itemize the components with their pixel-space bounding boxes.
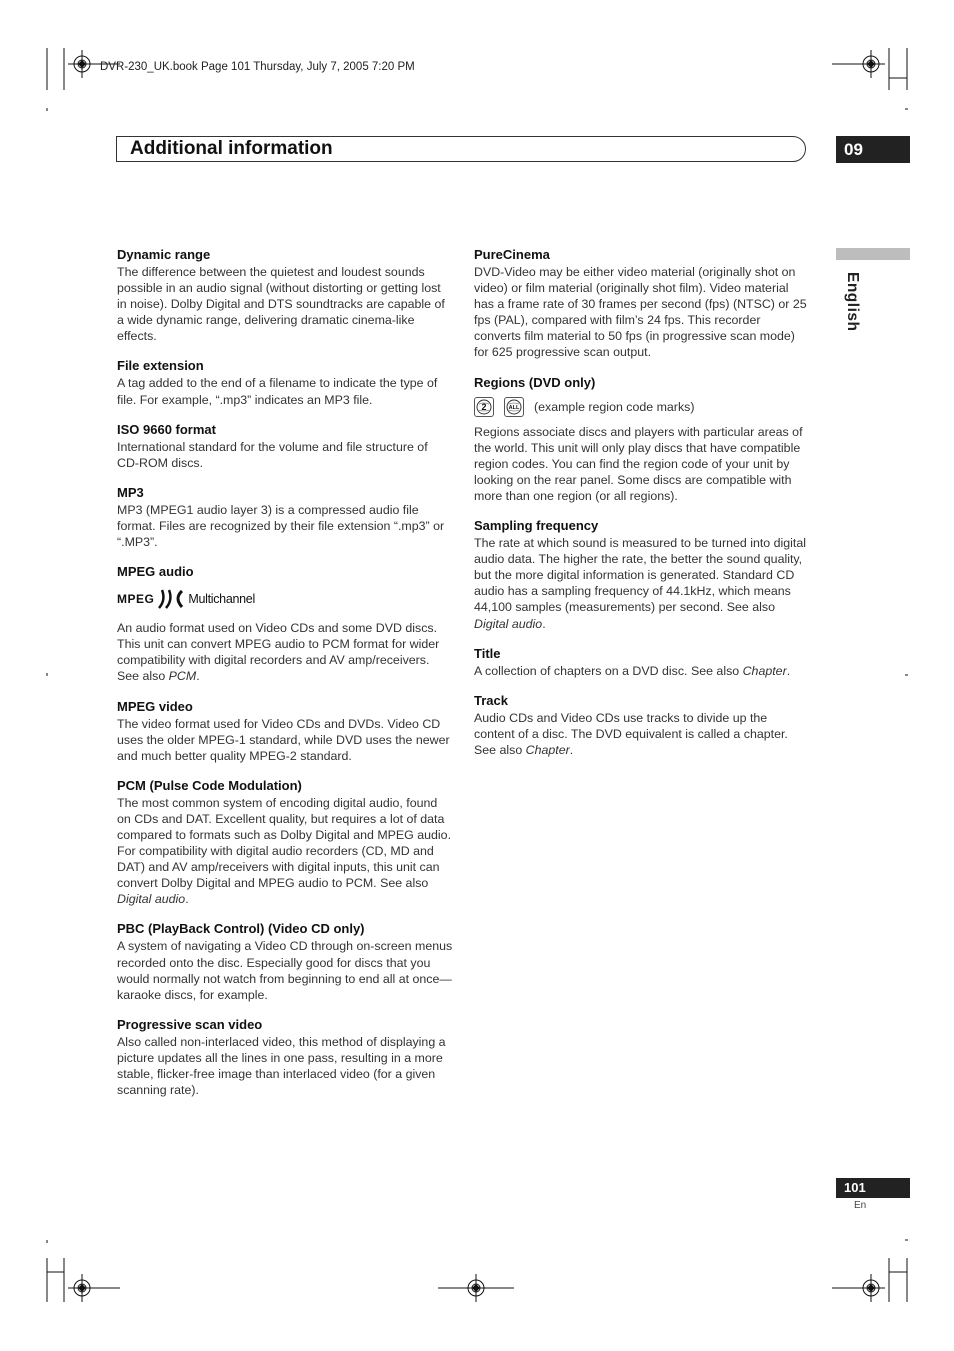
page-number: 101 xyxy=(836,1178,910,1198)
glossary-entry xyxy=(474,692,810,758)
glossary-term: Title xyxy=(474,645,501,661)
definition-text: Audio CDs and Video CDs use tracks to divide up the content of a disc. The DVD equivalent is called a chapter. See also xyxy=(474,710,788,757)
definition-text: An audio format used on Video CDs and some DVD discs. This unit can convert MPEG audio to PCM format for wider compatibility with digital recorders and AV amp/receivers. See also xyxy=(117,621,440,684)
glossary-definition xyxy=(474,710,810,758)
cross-reference: Digital audio xyxy=(117,892,186,907)
mpeg-wave-icon xyxy=(156,588,186,610)
language-label: English xyxy=(844,272,861,332)
region-mark-label: ALL xyxy=(508,404,520,411)
glossary-entry xyxy=(117,563,453,684)
glossary-entry xyxy=(117,777,453,908)
glossary-definition: The difference between the quietest and loudest sounds possible in an audio signal (without distorting or getting lost in noise). Dolby Digital and DTS soundtracks are capable of a wide dynamic range, delivering dramatic cinema-like effects. xyxy=(117,265,445,344)
glossary-term: ISO 9660 format xyxy=(117,421,216,437)
glossary-entry xyxy=(117,1016,453,1098)
definition-text: . xyxy=(196,669,200,684)
mpeg-multichannel-logo xyxy=(117,586,453,612)
glossary-entry xyxy=(474,645,810,679)
print-info: DVR-230_UK.book Page 101 Thursday, July 7, 2005 7:20 PM xyxy=(100,61,415,73)
glossary-definition: Regions associate discs and players with particular areas of the world. This unit will only play discs that have compatible region codes. You can find the region code of your unit by looking on the rear panel. Some discs are compatible with more than one region (or all regions). xyxy=(474,424,803,503)
glossary-term: File extension xyxy=(117,358,204,374)
chapter-number: 09 xyxy=(836,136,910,163)
definition-text: . xyxy=(786,663,791,678)
glossary-definition xyxy=(474,663,810,679)
glossary-entry xyxy=(117,357,453,407)
glossary-term: PCM (Pulse Code Modulation) xyxy=(117,777,302,793)
region-all-globe-icon xyxy=(504,397,524,417)
glossary-entry xyxy=(117,698,453,764)
glossary-definition: A tag added to the end of a filename to indicate the type of file. For example, “.mp3” indicates an MP3 file. xyxy=(117,376,438,407)
glossary-definition: Also called non-interlaced video, this method of displaying a picture updates all the lines in one pass, resulting in a more stable, flicker-free image than interlaced video (for a given scanning rate). xyxy=(117,1034,446,1098)
definition-text: . xyxy=(185,892,189,907)
glossary-definition: DVD-Video may be either video material (originally shot on video) or film material (originally shot film). Video material has a frame rate of 30 frames per second (fps) (NTSC) or 25 fps (PAL), compared with film’s 24 fps. This recorder converts film material to 50 fps (in progressive scan mode) for 625 progressive scan output. xyxy=(474,265,807,360)
cross-reference: PCM xyxy=(168,669,197,684)
multichannel-logo-text: Multichannel xyxy=(188,592,255,607)
glossary-term: Dynamic range xyxy=(117,247,211,262)
cross-reference: Digital audio xyxy=(474,616,543,631)
glossary-definition: MP3 (MPEG1 audio layer 3) is a compressed audio file format. Files are recognized by their file extension “.mp3” or “.MP3”. xyxy=(117,502,445,550)
glossary-definition: The video format used for Video CDs and DVDs. Video CD uses the older MPEG-1 standard, while DVD uses the newer and much better quality MPEG-2 standard. xyxy=(117,716,450,763)
glossary-term: MP3 xyxy=(117,484,144,500)
glossary-term: Regions (DVD only) xyxy=(474,374,596,390)
glossary-entry xyxy=(474,517,810,632)
glossary-entry xyxy=(474,374,810,504)
page-title: Additional information xyxy=(130,138,333,159)
glossary-definition xyxy=(474,535,810,632)
glossary-entry xyxy=(117,421,453,471)
left-column xyxy=(117,246,453,1111)
glossary-term: MPEG audio xyxy=(117,564,194,580)
glossary-definition: International standard for the volume and file structure of CD-ROM discs. xyxy=(117,439,428,470)
definition-text: . xyxy=(569,742,574,757)
cross-reference: Chapter xyxy=(742,663,787,678)
glossary-term: PureCinema xyxy=(474,247,550,262)
glossary-entry xyxy=(474,246,810,361)
definition-text: The rate at which sound is measured to be turned into digital audio data. The higher the rate, the better the sound quality, but the more digital information is generated. Standard CD audio has a sampling frequency of 44.1kHz, which means 44,100 samples (measurements) per second. See also xyxy=(474,536,806,615)
definition-text: The most common system of encoding digital audio, found on CDs and DAT. Excellent quality, but requires a lot of data compared to formats such as Dolby Digital and MPEG audio. For compatibility with digital audio recorders (CD, MD and DAT) and AV amp/receivers with digital inputs, this unit can convert Dolby Digital and MPEG audio to PCM. See also xyxy=(117,795,452,891)
region-mark-label: 2 xyxy=(481,401,487,412)
glossary-entry xyxy=(117,246,453,344)
glossary-entry xyxy=(117,920,453,1002)
glossary-term: Progressive scan video xyxy=(117,1016,263,1032)
glossary-term: Sampling frequency xyxy=(474,518,599,534)
region-2-globe-icon xyxy=(474,397,494,417)
glossary-entry xyxy=(117,484,453,550)
language-tab-bar xyxy=(836,248,910,260)
glossary-definition xyxy=(117,620,453,684)
region-caption: (example region code marks) xyxy=(534,399,695,414)
glossary-term: PBC (PlayBack Control) (Video CD only) xyxy=(117,921,365,937)
definition-text: A collection of chapters on a DVD disc. See also xyxy=(474,663,743,678)
glossary-definition xyxy=(117,795,453,908)
cross-reference: Chapter xyxy=(525,742,570,757)
glossary-term: Track xyxy=(474,692,508,708)
right-column xyxy=(474,246,810,771)
mpeg-logo-text: MPEG xyxy=(117,592,155,607)
glossary-term: MPEG video xyxy=(117,698,193,714)
page-language-code: En xyxy=(854,1200,867,1211)
definition-text: . xyxy=(542,616,546,631)
region-code-marks xyxy=(474,395,810,419)
glossary-definition: A system of navigating a Video CD through on-screen menus recorded onto the disc. Especially good for discs that you would normally not watch from beginning to end all at once—karaoke discs, for example. xyxy=(117,939,453,1002)
